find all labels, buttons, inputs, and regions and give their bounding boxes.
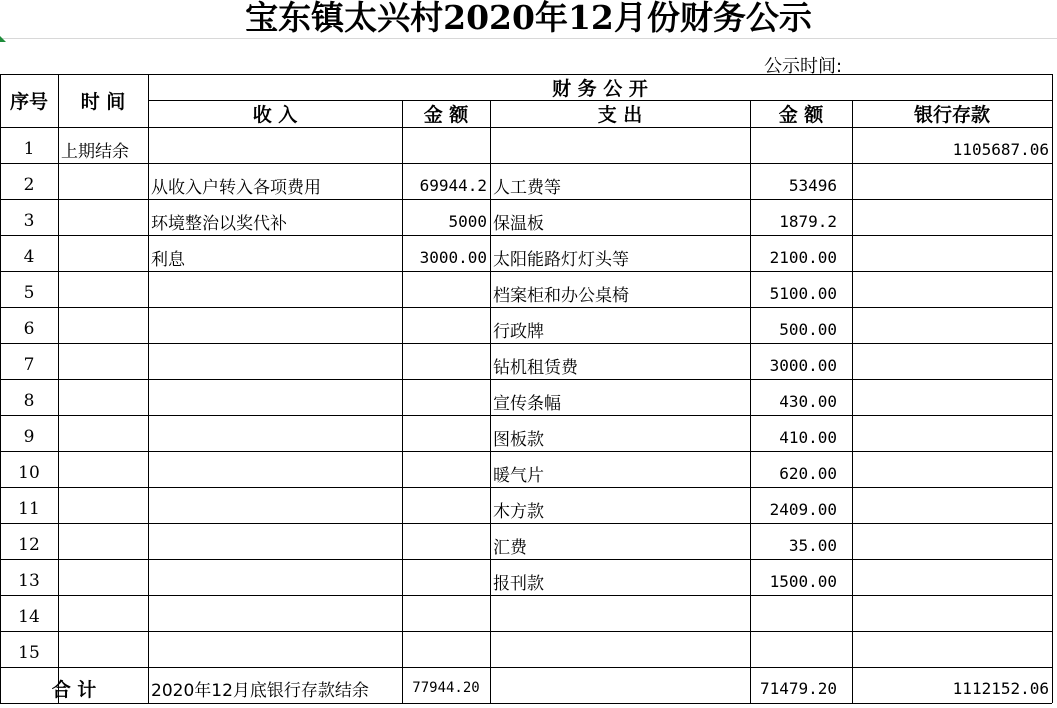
row-divider	[0, 199, 1052, 200]
row-time	[61, 531, 145, 559]
row-expense	[493, 639, 747, 667]
header-bottom-border	[0, 127, 1052, 128]
row-income	[151, 387, 399, 415]
row-income-amount	[405, 351, 487, 379]
row-expense-amount: 2409.00	[769, 499, 837, 519]
row-time	[61, 171, 145, 199]
row-divider	[0, 271, 1052, 272]
column-divider	[490, 100, 491, 703]
row-income-amount	[405, 495, 487, 523]
row-seq: 13	[18, 571, 40, 591]
row-bank-deposit	[855, 351, 1049, 379]
row-bank-deposit: 1105687.06	[952, 139, 1049, 159]
row-expense: 钻机租赁费	[493, 357, 578, 378]
row-expense: 人工费等	[493, 177, 561, 198]
row-expense: 木方款	[493, 501, 544, 522]
row-income-amount	[405, 567, 487, 595]
row-time	[61, 567, 145, 595]
column-divider	[148, 74, 149, 703]
row-expense-amount: 410.00	[779, 427, 837, 447]
row-income: 利息	[151, 249, 185, 270]
row-income	[151, 639, 399, 667]
row-divider	[0, 595, 1052, 596]
row-time	[61, 423, 145, 451]
row-expense-amount: 1500.00	[769, 571, 837, 591]
row-expense: 太阳能路灯灯头等	[493, 249, 629, 270]
row-bank-deposit	[855, 639, 1049, 667]
row-income	[151, 495, 399, 523]
row-expense	[493, 135, 747, 163]
row-expense-amount: 35.00	[788, 535, 837, 555]
column-divider	[852, 100, 853, 703]
row-bank-deposit	[855, 207, 1049, 235]
header-expense: 支 出	[597, 104, 643, 126]
row-seq: 10	[18, 463, 40, 483]
header-expense-amount: 金 额	[778, 104, 824, 126]
row-time	[61, 279, 145, 307]
row-time	[61, 207, 145, 235]
sheet-title: 宝东镇太兴村2020年12月份财务公示	[0, 0, 1057, 39]
row-expense-amount	[753, 603, 837, 631]
total-expense-amount: 71479.20	[759, 678, 837, 698]
row-expense: 图板款	[493, 429, 544, 450]
row-time	[61, 351, 145, 379]
row-income	[151, 603, 399, 631]
row-income-amount	[405, 423, 487, 451]
header-income: 收 入	[252, 104, 298, 126]
row-bank-deposit	[855, 279, 1049, 307]
row-expense: 宣传条幅	[493, 393, 561, 414]
row-income-amount	[405, 603, 487, 631]
row-time	[61, 495, 145, 523]
row-expense-amount: 3000.00	[769, 355, 837, 375]
row-expense-amount: 430.00	[779, 391, 837, 411]
row-divider	[0, 235, 1052, 236]
column-divider	[58, 74, 59, 703]
row-expense-amount: 500.00	[779, 319, 837, 339]
row-seq: 3	[23, 211, 35, 231]
row-seq: 7	[23, 355, 35, 375]
row-income	[151, 135, 399, 163]
row-expense	[493, 603, 747, 631]
row-income-amount	[405, 639, 487, 667]
row-expense-amount: 2100.00	[769, 247, 837, 267]
row-income-amount	[405, 459, 487, 487]
row-seq: 6	[23, 319, 35, 339]
row-seq: 2	[23, 175, 35, 195]
row-expense: 暖气片	[493, 465, 544, 486]
row-income	[151, 279, 399, 307]
header-income-amount: 金 额	[423, 104, 469, 126]
row-income	[151, 315, 399, 343]
row-divider	[0, 343, 1052, 344]
row-income	[151, 351, 399, 379]
row-income-amount	[405, 315, 487, 343]
total-income-amount: 77944.20	[412, 680, 480, 696]
row-income-amount: 5000	[448, 211, 487, 231]
row-expense: 汇费	[493, 537, 527, 558]
row-bank-deposit	[855, 171, 1049, 199]
row-divider	[0, 379, 1052, 380]
row-expense-amount: 620.00	[779, 463, 837, 483]
header-time: 时 间	[80, 91, 126, 113]
row-income	[151, 459, 399, 487]
row-bank-deposit	[855, 315, 1049, 343]
row-seq: 4	[23, 247, 35, 267]
row-income: 从收入户转入各项费用	[151, 177, 321, 198]
header-bank-deposit: 银行存款	[913, 104, 990, 126]
row-expense-amount: 53496	[788, 175, 837, 195]
row-expense-amount	[753, 639, 837, 667]
row-time	[61, 243, 145, 271]
row-divider	[0, 451, 1052, 452]
row-bank-deposit	[855, 459, 1049, 487]
row-bank-deposit	[855, 495, 1049, 523]
row-divider	[0, 631, 1052, 632]
table-left-border	[0, 74, 1, 703]
row-time	[61, 603, 145, 631]
row-seq: 9	[23, 427, 35, 447]
row-expense: 报刊款	[493, 573, 544, 594]
total-income-note: 2020年12月底银行存款结余	[151, 680, 369, 701]
total-row-divider	[0, 667, 1052, 668]
row-seq: 1	[23, 139, 35, 159]
row-time	[61, 639, 145, 667]
row-income-amount: 69944.2	[419, 175, 487, 195]
row-bank-deposit	[855, 567, 1049, 595]
row-time	[61, 387, 145, 415]
row-time	[61, 459, 145, 487]
row-income-amount: 3000.00	[419, 247, 487, 267]
total-bank-deposit: 1112152.06	[952, 678, 1049, 698]
publication-time-label: 公示时间:	[764, 56, 843, 77]
row-bank-deposit	[855, 243, 1049, 271]
row-expense: 保温板	[493, 213, 544, 234]
row-bank-deposit	[855, 423, 1049, 451]
total-label: 合 计	[51, 678, 97, 701]
row-income: 环境整治以奖代补	[151, 213, 287, 234]
row-expense-amount: 5100.00	[769, 283, 837, 303]
total-expense	[493, 673, 747, 703]
row-expense: 行政牌	[493, 321, 544, 342]
table-right-border	[1052, 74, 1053, 703]
row-income	[151, 423, 399, 451]
row-divider	[0, 523, 1052, 524]
row-divider	[0, 415, 1052, 416]
row-bank-deposit	[855, 531, 1049, 559]
row-time	[61, 315, 145, 343]
row-seq: 15	[18, 643, 40, 663]
row-income-amount	[405, 531, 487, 559]
column-divider	[750, 100, 751, 703]
row-bank-deposit	[855, 603, 1049, 631]
column-divider	[402, 100, 403, 703]
row-divider	[0, 163, 1052, 164]
row-income-amount	[405, 135, 487, 163]
row-seq: 12	[18, 535, 40, 555]
row-seq: 8	[23, 391, 35, 411]
row-income-amount	[405, 279, 487, 307]
row-income	[151, 567, 399, 595]
header-seq: 序号	[9, 91, 48, 113]
row-bank-deposit	[855, 387, 1049, 415]
row-expense: 档案柜和办公桌椅	[493, 285, 629, 306]
header-finance-public: 财 务 公 开	[552, 77, 648, 100]
row-expense-amount	[753, 135, 837, 163]
row-seq: 14	[18, 607, 40, 627]
row-seq: 11	[18, 499, 40, 519]
row-seq: 5	[23, 283, 35, 303]
row-time: 上期结余	[61, 141, 129, 162]
row-divider	[0, 559, 1052, 560]
row-income-amount	[405, 387, 487, 415]
table-bottom-border	[0, 703, 1052, 704]
row-divider	[0, 487, 1052, 488]
row-expense-amount: 1879.2	[779, 211, 837, 231]
row-income	[151, 531, 399, 559]
row-divider	[0, 307, 1052, 308]
